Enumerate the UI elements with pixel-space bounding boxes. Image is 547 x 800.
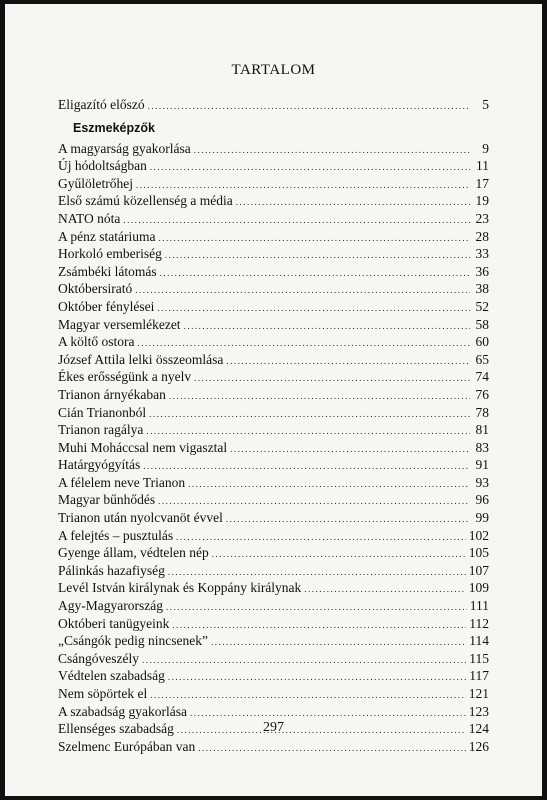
toc-entry-page: 52 bbox=[475, 298, 489, 314]
toc-entry-page: 81 bbox=[475, 422, 489, 438]
toc-entry-page: 60 bbox=[475, 334, 489, 350]
toc-entry bbox=[58, 632, 489, 650]
toc-entry-page: 107 bbox=[468, 562, 489, 578]
page-number: 297 bbox=[263, 720, 284, 735]
toc-entry-title: Új hódoltságban bbox=[58, 158, 147, 174]
toc-entry-page: 5 bbox=[482, 97, 489, 112]
dot-leader bbox=[211, 634, 466, 652]
dot-leader bbox=[135, 282, 470, 300]
toc-entry bbox=[58, 456, 489, 474]
toc-entry bbox=[58, 474, 489, 492]
toc-entry bbox=[58, 386, 489, 404]
toc-entry-page: 114 bbox=[469, 633, 489, 649]
toc-entry-title: Levél István királynak és Koppány királynak bbox=[58, 580, 302, 596]
dot-leader bbox=[226, 353, 470, 371]
dot-leader bbox=[198, 740, 466, 758]
toc-entry-title: Agy-Magyarország bbox=[58, 598, 163, 614]
toc-entry-title: Ellenséges szabadság bbox=[58, 721, 174, 737]
table-of-contents bbox=[58, 96, 489, 755]
toc-entry-title: NATO nóta bbox=[58, 210, 121, 226]
toc-entry bbox=[58, 368, 489, 386]
toc-entry-page: 112 bbox=[469, 615, 489, 631]
toc-entry-title: Első számú közellenség a média bbox=[58, 193, 233, 209]
toc-entry-title: Védtelen szabadság bbox=[58, 668, 165, 684]
toc-entry-page: 99 bbox=[475, 510, 489, 526]
toc-entry-page: 102 bbox=[468, 527, 489, 543]
dot-leader bbox=[230, 441, 470, 459]
toc-entry bbox=[58, 228, 489, 246]
toc-entry bbox=[58, 175, 489, 193]
toc-entry-title: Muhi Moháccsal nem vigasztal bbox=[58, 439, 228, 455]
toc-entry-title: Cián Trianonból bbox=[58, 404, 147, 420]
toc-entry-page: 58 bbox=[475, 316, 489, 332]
toc-entry bbox=[58, 544, 489, 562]
toc-entry bbox=[58, 333, 489, 351]
toc-entry-page: 11 bbox=[476, 158, 489, 174]
toc-entry bbox=[58, 667, 489, 685]
toc-entry bbox=[58, 192, 489, 210]
toc-entry bbox=[58, 140, 489, 158]
toc-entry bbox=[58, 615, 489, 633]
toc-entry-page: 123 bbox=[468, 703, 489, 719]
dot-leader bbox=[194, 142, 470, 160]
section-heading: Eszmeképzők bbox=[73, 120, 155, 135]
toc-entry-title: Október fénylései bbox=[58, 298, 155, 314]
toc-entry bbox=[58, 562, 489, 580]
toc-entry-page: 9 bbox=[482, 140, 489, 156]
dot-leader bbox=[150, 159, 470, 177]
toc-entry-page: 76 bbox=[475, 386, 489, 402]
dot-leader bbox=[176, 529, 466, 547]
toc-entry-page: 126 bbox=[468, 738, 489, 754]
toc-entry-title: A szabadság gyakorlása bbox=[58, 703, 187, 719]
dot-leader bbox=[143, 458, 470, 476]
toc-entry-page: 38 bbox=[475, 281, 489, 297]
dot-leader bbox=[212, 546, 466, 564]
toc-entry-title: Szelmenc Európában van bbox=[58, 738, 196, 754]
dot-leader bbox=[172, 617, 466, 635]
toc-entry bbox=[58, 579, 489, 597]
dot-leader bbox=[236, 194, 470, 212]
toc-entry-title: Horkoló emberiség bbox=[58, 246, 162, 262]
toc-entry-page: 117 bbox=[469, 668, 489, 684]
dot-leader bbox=[168, 669, 466, 687]
toc-entry-page: 109 bbox=[468, 580, 489, 596]
toc-entry-title: Pálinkás hazafiység bbox=[58, 562, 165, 578]
dot-leader bbox=[165, 247, 470, 265]
toc-entry-page: 83 bbox=[475, 439, 489, 455]
toc-entry-title: Ékes erősségünk a nyelv bbox=[58, 369, 192, 385]
toc-entry-title: Gyűlöletrőhej bbox=[58, 175, 133, 191]
toc-entry-title: Nem söpörtek el bbox=[58, 686, 148, 701]
toc-entry bbox=[58, 491, 489, 509]
toc-entry bbox=[58, 351, 489, 369]
toc-entry-title: A költő ostora bbox=[58, 334, 135, 350]
toc-entry bbox=[58, 421, 489, 439]
dot-leader bbox=[150, 687, 466, 705]
toc-entry bbox=[58, 703, 489, 721]
dot-leader bbox=[142, 652, 466, 670]
toc-entry-title: Határgyógyítás bbox=[58, 457, 141, 473]
toc-entry-page: 65 bbox=[475, 351, 489, 367]
toc-entry-title: Trianon után nyolcvanöt évvel bbox=[58, 510, 223, 526]
toc-entry-title: Októbersirató bbox=[58, 281, 133, 297]
toc-entry bbox=[58, 157, 489, 175]
dot-leader bbox=[226, 511, 470, 529]
toc-entry-title: Magyar bűnhődés bbox=[58, 492, 156, 508]
toc-entry-page: 105 bbox=[468, 545, 489, 561]
toc-entry-intro bbox=[58, 96, 489, 114]
toc-entry-title: Trianon ragálya bbox=[58, 422, 144, 438]
dot-leader bbox=[123, 212, 470, 230]
toc-entry-page: 115 bbox=[469, 650, 489, 666]
toc-entry-title: A félelem neve Trianon bbox=[58, 474, 186, 490]
dot-leader bbox=[188, 476, 470, 494]
dot-leader bbox=[304, 581, 465, 599]
toc-entry-title: József Attila lelki összeomlása bbox=[58, 351, 224, 367]
toc-entry-page: 96 bbox=[475, 492, 489, 508]
toc-entry bbox=[58, 738, 489, 756]
dot-leader bbox=[166, 599, 467, 617]
toc-entry bbox=[58, 280, 489, 298]
toc-entry bbox=[58, 210, 489, 228]
dot-leader bbox=[160, 265, 470, 283]
toc-entries bbox=[58, 140, 489, 756]
dot-leader bbox=[158, 230, 470, 248]
toc-entry bbox=[58, 650, 489, 668]
toc-entry-title: A felejtés – pusztulás bbox=[58, 527, 174, 543]
toc-entry bbox=[58, 298, 489, 316]
toc-entry bbox=[58, 263, 489, 281]
toc-entry-page: 19 bbox=[475, 193, 489, 209]
toc-entry-title: Gyenge állam, védtelen nép bbox=[58, 545, 209, 561]
dot-leader bbox=[148, 98, 470, 116]
toc-entry-page: 23 bbox=[475, 210, 489, 226]
toc-entry-page: 121 bbox=[468, 686, 489, 701]
toc-entry-title: Magyar versemlékezet bbox=[58, 316, 181, 332]
toc-entry-title: Trianon árnyékaban bbox=[58, 386, 166, 402]
page-title: TARTALOM bbox=[231, 62, 316, 78]
toc-entry bbox=[58, 685, 489, 703]
toc-entry bbox=[58, 404, 489, 422]
toc-entry-title: Csángóveszély bbox=[58, 650, 139, 666]
toc-entry-title: Eligazító előszó bbox=[58, 97, 145, 112]
toc-entry-title: A pénz statáriuma bbox=[58, 228, 156, 244]
toc-entry-page: 36 bbox=[475, 263, 489, 279]
toc-entry bbox=[58, 527, 489, 545]
toc-entry bbox=[58, 597, 489, 615]
toc-entry-title: A magyarság gyakorlása bbox=[58, 140, 191, 156]
toc-entry-page: 17 bbox=[475, 175, 489, 191]
toc-entry-title: „Csángók pedig nincsenek” bbox=[58, 633, 208, 649]
toc-entry bbox=[58, 509, 489, 527]
toc-entry-page: 111 bbox=[469, 598, 489, 614]
toc-entry bbox=[58, 439, 489, 457]
toc-entry-page: 74 bbox=[475, 369, 489, 385]
dot-leader bbox=[149, 406, 470, 424]
dot-leader bbox=[184, 318, 470, 336]
toc-entry-page: 28 bbox=[475, 228, 489, 244]
dot-leader bbox=[169, 388, 470, 406]
toc-entry-page: 78 bbox=[475, 404, 489, 420]
toc-entry-page: 93 bbox=[475, 474, 489, 490]
dot-leader bbox=[194, 370, 470, 388]
book-page bbox=[5, 4, 542, 796]
toc-entry-page: 91 bbox=[475, 457, 489, 473]
dot-leader bbox=[157, 300, 470, 318]
toc-entry-page: 124 bbox=[468, 721, 489, 737]
toc-entry-page: 33 bbox=[475, 246, 489, 262]
toc-entry bbox=[58, 245, 489, 263]
toc-entry-title: Októberi tanügyeink bbox=[58, 615, 170, 631]
toc-entry bbox=[58, 316, 489, 334]
toc-entry-title: Zsámbéki látomás bbox=[58, 263, 157, 279]
